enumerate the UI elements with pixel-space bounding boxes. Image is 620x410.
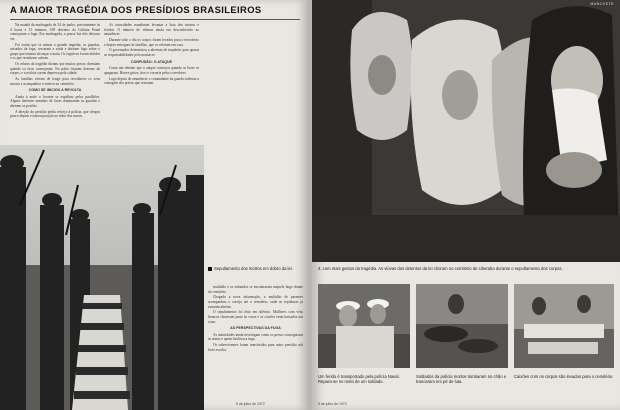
small-caption-3 [514,374,614,379]
paragraph: Ainda à noite o levante se espalhou pelos pavilhões. Alguns detentos armados de facas dominaram os guardas e abriram os portões. [10,94,100,109]
paragraph: Logo depois de amanhecer o comandante da guarda ordenou a contagem dos presos que restaram. [104,76,199,86]
navy-soldiers-photo [318,284,410,368]
caption-text: 4, com mais gestos da tragédia. As viúvas dos detentos da lei choram no cemitério de Uberaba durante o sepultamento dos corpos. [318,266,563,271]
headline-rule [10,19,300,20]
small-caption-2 [416,374,508,384]
paragraph: O governador determinou a abertura de inquérito para apurar as responsabilidades pelo massacre. [104,48,199,57]
paragraph: Os relatos da tragédia diziam que muitos presos dormiam quando os tiros começaram. No pátio ficaram dezenas de corpos, e a notícia correu depressa pela cidade. [10,62,100,76]
paragraph: A direção do presídio pediu reforço à polícia, que chegou pouco depois e tomou posição ao redor dos muros. [10,109,100,119]
right-page [312,0,620,410]
section-subheading: AS PERSPECTIVAS DA FUGA [230,326,281,331]
page-date: 5 de julho de 1972 [236,402,265,406]
caption-marker-icon [208,267,212,271]
paragraph: As autoridades ainda investigam como os presos conseguiram as armas e quem facilitou a fuga. [208,332,303,342]
caption-text: Caixões com os corpos são levados para o cemitério. [514,374,614,379]
caption-text: Um ferido é transportado pela polícia Naval. Repara-se no rosto de um soldado. [318,374,400,384]
paragraph: Chegada a nova informação, a multidão de parentes acompanhou o cortejo até o cemitério, onde as sepulturas já estavam abertas. [208,295,303,309]
caption-text: Soldados da polícia mortos tombaram no chão e trancaram em pé de luta. [416,374,507,384]
text-column-2 [104,23,199,141]
mourners-photo [312,0,620,262]
left-page [0,0,308,410]
page-headline: A MAIOR TRAGÉDIA DOS PRESÍDIOS BRASILEIROS [10,4,262,15]
small-caption-1 [318,374,410,384]
magazine-masthead: MANCHETE [590,2,614,6]
paragraph: multidão e os enlutados se encontraram naquele largo diante do cemitério. [208,285,303,294]
fallen-soldiers-photo [416,284,508,368]
paragraph: As famílias vieram de longe para reconhecer os seus mortos e acompanhar o enterro no cemitério. [10,77,100,86]
left-photo-caption [208,266,304,271]
page-date: 5 de julho de 1972 [318,402,347,406]
paragraph: As autoridades mandaram levantar a lista dos mortos e feridos. O número de vítimas ainda era desconhecido ao amanhecer. [104,23,199,37]
paragraph: Na manhã da madrugada de 24 de junho, precisamente às 4 horas e 15 minutos, 109 detentos da Colônia Penal começaram a fuga. Era madrugada; a pouca luz não deixava ver. [10,23,100,41]
paragraph: Conta um detento que o ataque começou quando as luzes se apagaram. Houve gritos, tiros e correria pelos corredores. [104,66,199,75]
caption-text: Sepultamento dos mortos em dobro da lei. [214,266,293,271]
paragraph: Foi assim que se armou a grande tragédia: os guardas, avisados da fuga, cercaram a saída e abriram fogo sobre o grupo que tentava alcançar a mata. Os fugitivos foram detidos e os que resistiram caíram. [10,42,100,61]
section-subheading: CONFUSÃO: O ATAQUE [130,59,173,64]
coffins-carried-photo [514,284,614,368]
soldiers-coffins-photo [0,145,204,410]
paragraph: Durante todo o dia os corpos foram levados para o necrotério e depois entregues às famílias, que os velaram em casa. [104,37,199,47]
text-column-1 [10,23,100,141]
paragraph: Os sobreviventes foram transferidos para outro presídio sob forte escolta. [208,343,303,352]
paragraph: O sepultamento foi feito em silêncio. Mulheres com véus brancos choravam junto às covas e os caixões eram baixados um a um. [208,310,303,324]
section-subheading: COMO SE INICIOU A REVOLTA [28,88,82,93]
text-column-3 [208,285,303,397]
main-photo-caption [318,266,616,271]
